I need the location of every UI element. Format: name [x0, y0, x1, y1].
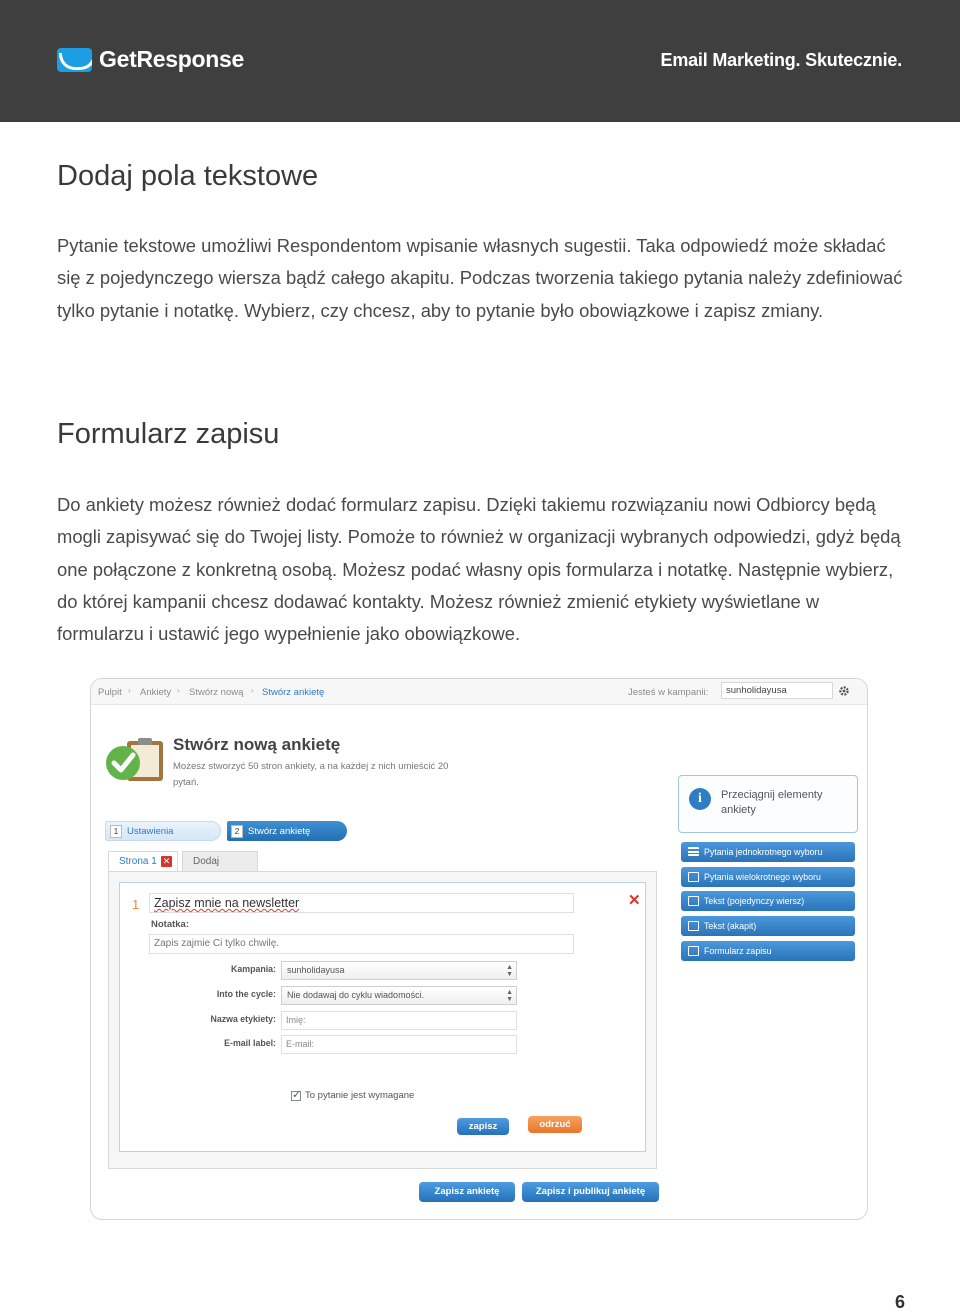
chevron-right-icon: ›	[251, 686, 254, 695]
campaign-label: Jesteś w kampanii:	[628, 687, 709, 698]
cycle-select[interactable]	[281, 986, 517, 1005]
question-text-input[interactable]: Zapisz mnie na newsletter	[149, 893, 574, 913]
text-area-icon	[688, 921, 699, 931]
campaign-select[interactable]	[281, 961, 517, 980]
tab-label: Strona 1	[119, 856, 157, 867]
section-text-signup-form: Do ankiety możesz również dodać formularz zapisu. Dzięki takiemu rozwiązaniu nowi Odbiorcy będą mogli zapisywać się do Twojej listy. Pomoże to również w organizacji wybranych odpowiedzi, gdyż będą one połączone z konkretną osobą. Możesz podać własny opis formularza i notatkę. Następnie wybierz, do której kampanii chcesz dodawać kontakty. Możesz również zmienić etykiety wyświetlane w formularzu i ustawić jego wypełnienie jako obowiązkowe.	[57, 494, 901, 645]
drag-hint-box	[678, 775, 858, 833]
gear-icon[interactable]	[838, 685, 850, 697]
sidebar-item-label: Tekst (pojedynczy wiersz)	[704, 896, 805, 906]
getresponse-logo	[57, 46, 244, 73]
breadcrumb-item-create-new[interactable]: Stwórz nową	[189, 687, 244, 698]
page-subtitle: Możesz stworzyć 50 stron ankiety, a na każdej z nich umieścić 20 pytań.	[173, 761, 449, 788]
sidebar-item-single-choice[interactable]	[681, 842, 855, 862]
sidebar-item-signup-form[interactable]	[681, 941, 855, 961]
close-icon[interactable]: ✕	[162, 856, 171, 866]
note-label: Notatka:	[151, 919, 190, 930]
page-number: 6	[894, 1292, 905, 1312]
step-settings[interactable]	[105, 821, 221, 841]
question-number: 1	[132, 897, 140, 912]
chevron-right-icon: ›	[177, 686, 180, 695]
tab-page-1[interactable]	[108, 851, 178, 871]
checklist-icon	[688, 872, 699, 882]
step-number: 2	[231, 825, 243, 838]
step-number: 1	[110, 825, 122, 838]
tagline: Email Marketing. Skutecznie.	[660, 50, 902, 70]
tab-add-page[interactable]: Dodaj	[182, 851, 258, 871]
question-card	[119, 882, 646, 1152]
sidebar-item-label: Tekst (akapit)	[704, 921, 757, 931]
sidebar-item-label: Pytania wielokrotnego wyboru	[704, 872, 821, 882]
drag-hint-text: Przeciągnij elementy ankiety	[721, 789, 823, 816]
text-field-icon	[688, 896, 699, 906]
survey-editor-screenshot	[90, 678, 868, 1220]
save-survey-button[interactable]: Zapisz ankietę	[419, 1182, 515, 1202]
sidebar-item-multiple-choice[interactable]	[681, 867, 855, 887]
breadcrumb-item-create-survey[interactable]: Stwórz ankietę	[262, 687, 325, 698]
step-label: Stwórz ankietę	[248, 825, 311, 837]
close-icon[interactable]: ✕	[628, 892, 641, 909]
sidebar-item-text-paragraph[interactable]	[681, 916, 855, 936]
list-icon	[688, 847, 699, 856]
email-label-input[interactable]: E-mail:	[281, 1035, 517, 1054]
step-create-survey[interactable]	[227, 821, 347, 841]
updown-arrows-icon: ▲ ▼	[506, 989, 513, 1003]
sidebar-item-label: Formularz zapisu	[704, 946, 772, 956]
name-label-input[interactable]: Imię:	[281, 1011, 517, 1030]
cycle-select-value: Nie dodawaj do cyklu wiadomości.	[287, 990, 425, 1000]
note-input[interactable]: Zapis zajmie Ci tylko chwilę.	[149, 934, 574, 954]
form-icon	[688, 946, 699, 956]
save-button[interactable]: zapisz	[457, 1118, 509, 1135]
required-checkbox-row[interactable]	[291, 1090, 414, 1101]
required-checkbox[interactable]	[291, 1091, 301, 1101]
campaign-selector[interactable]: sunholidayusa	[721, 682, 833, 699]
clipboard-check-icon	[105, 735, 165, 785]
campaign-select-value: sunholidayusa	[287, 965, 345, 975]
chevron-right-icon: ›	[128, 686, 131, 695]
survey-page-area	[108, 871, 657, 1169]
name-label-field-label: Nazwa etykiety:	[210, 1014, 276, 1024]
breadcrumb	[91, 679, 867, 705]
info-icon: i	[689, 788, 711, 810]
section-title-text-fields: Dodaj pola tekstowe	[57, 160, 319, 192]
cycle-field-label: Into the cycle:	[216, 989, 276, 999]
required-label: To pytanie jest wymagane	[305, 1090, 415, 1101]
reject-button[interactable]: odrzuć	[528, 1116, 582, 1133]
step-label: Ustawienia	[127, 825, 174, 837]
campaign-field-label: Kampania:	[231, 964, 276, 974]
updown-arrows-icon: ▲ ▼	[506, 964, 513, 978]
sidebar-item-text-single-line[interactable]	[681, 891, 855, 911]
page-title: Stwórz nową ankietę	[173, 735, 341, 754]
save-publish-survey-button[interactable]: Zapisz i publikuj ankietę	[522, 1182, 659, 1202]
sidebar-item-label: Pytania jednokrotnego wyboru	[704, 847, 823, 857]
email-label-field-label: E-mail label:	[224, 1038, 276, 1048]
section-text-text-fields: Pytanie tekstowe umożliwi Respondentom wpisanie własnych sugestii. Taka odpowiedź może składać się z pojedynczego wiersza bądź całego akapitu. Podczas tworzenia takiego pytania należy zdefiniować tylko pytanie i notatkę. Wybierz, czy chcesz, aby to pytanie było obowiązkowe i zapisz zmiany.	[57, 235, 903, 321]
breadcrumb-item-surveys[interactable]: Ankiety	[140, 687, 172, 698]
envelope-icon	[57, 48, 92, 72]
logo-text: GetResponse	[99, 46, 244, 72]
page-header	[0, 0, 960, 122]
section-title-signup-form: Formularz zapisu	[57, 418, 280, 450]
breadcrumb-item-dashboard[interactable]: Pulpit	[98, 687, 122, 698]
